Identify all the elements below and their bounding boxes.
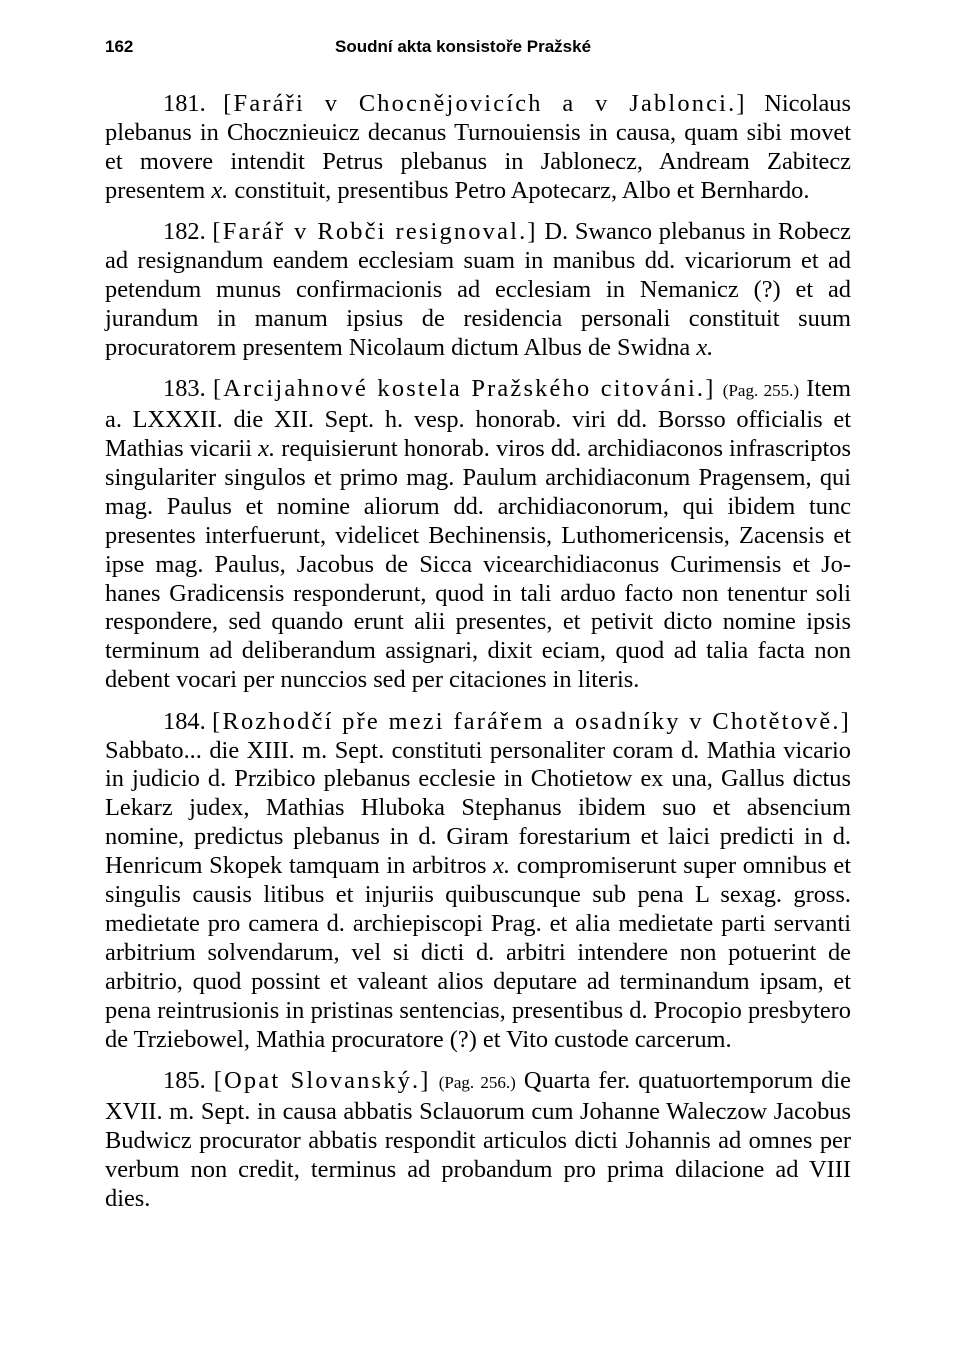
entry-heading: [Farář v Robči resignoval.] xyxy=(212,218,538,246)
page-reference: (Pag. 256.) xyxy=(438,1073,516,1092)
entry-number: 185. xyxy=(163,1067,206,1094)
entry-heading: [Opat Slovanský.] xyxy=(213,1067,431,1094)
entry-183 xyxy=(105,375,851,695)
sigla: x. xyxy=(696,333,714,361)
entry-text: D. Swanco plebanus in Robecz ad resignandum eandem ecclesiam suam in manibus dd. vicariorum et ad petendum munus confirmacionis ad ecclesiam in Nemanicz (?) et ad jurandum in manum ipsius de residencia personali constituit suum procuratorem presentem Nicolaum dictum Albus de Swidna xyxy=(105,218,851,361)
entry-heading: [Faráři v Chocnějovicích a v Jablonci.] xyxy=(223,90,747,117)
entry-number: 181. xyxy=(163,90,206,117)
entry-text: Item a. LXXXII. die XII. Sept. h. vesp. honorab. viri dd. Borsso officialis et Mathias vicarii xyxy=(105,375,851,462)
sigla: x. xyxy=(493,852,511,880)
entry-text-continued: compromiserunt super omnibus et singulis causis litibus et injuriis quibuscunque sub pena L sexag. gross. medietate pro camera d. archiepiscopi Prag. et alia medietate parti servanti arbitrium solvendarum, vel si dicti d. arbitri intendere non potuerint de arbitrio, quod possint et valeant alios deputare ad terminandum ipsam, et pena reintrusionis in pristinas sentencias, presentibus d. Procopio presbytero de Trziebowel, Mathia procuratore (?) et Vito custode carcerum. xyxy=(105,852,852,1053)
entry-heading: [Arcijahnové kostela Pražského citováni.] xyxy=(212,375,716,403)
entry-number: 183. xyxy=(163,375,206,403)
page-number: 162 xyxy=(105,37,134,56)
entry-text-continued: constituit, presentibus Petro Apotecarz, Albo et Bernhardo. xyxy=(234,176,810,204)
entry-text: Sabbato... die XIII. m. Sept. constituti personaliter coram d. Mathia vicario in judicio d. Przibico plebanus ecclesie in Chotietow ex una, Gallus dictus Lekarz judex, Mathias Hluboka Stephanus ibidem suo et absencium nomine, predictus plebanus in d. Giram forestarium et laici predicti in d. Henricum Skopek tamquam in arbitros xyxy=(105,736,851,880)
running-head xyxy=(105,36,851,66)
sigla: x. xyxy=(258,434,276,462)
entry-text: Nicolaus plebanus in Chocznieuicz decanus Turnouiensis in causa, quam sibi movet et movere intendit Petrus plebanus in Jablonecz, Andream Zabitecz presentem xyxy=(105,90,851,204)
entry-185 xyxy=(105,1067,851,1214)
entry-181 xyxy=(105,90,851,206)
sigla: x. xyxy=(211,176,229,204)
entry-heading: [Rozhodčí pře mezi farářem a osadníky v Chotětově.] xyxy=(212,707,851,735)
entry-text-continued: requisierunt honorab. viros dd. archidiaconos infrascriptos singulariter singulos et primo mag. Paulum archidiaconum Pragensem, qui mag. Paulus et nomine aliorum dd. archidiaconorum, qui ibidem tunc presentes interfuerunt, videlicet Bechinensis, Luthomericensis, Zacensis et ipse mag. Paulus, Jacobus de Sicca vicearchidiaconus Curimensis et Johanes Gradicensis responderunt, quod in tali arduo facto non tenentur soli respondere, sed quando erunt alii presentes, et petivit dicto nomine ipsis terminum ad deliberandum assignari, dixit eciam, quod ad talia facta non debent vocari per nunccios sed per citaciones in literis. xyxy=(105,434,851,694)
entry-number: 184. xyxy=(163,707,206,735)
entry-text: Quarta fer. quatuortemporum die XVII. m. Sept. in causa abbatis Sclauorum cum Johanne Waleczow Jacobus Budwicz procurator abbatis respondit articulos dicti Johannis ad omnes per verbum non credit, terminus ad probandum pro prima dilacione ad VIII dies. xyxy=(105,1067,851,1212)
document-page xyxy=(105,36,851,1226)
page-reference: (Pag. 255.) xyxy=(722,381,800,401)
entry-184 xyxy=(105,708,851,1055)
running-title: Soudní akta konsistoře Pražské xyxy=(335,37,592,56)
entry-number: 182. xyxy=(163,218,206,246)
entry-182 xyxy=(105,218,851,363)
